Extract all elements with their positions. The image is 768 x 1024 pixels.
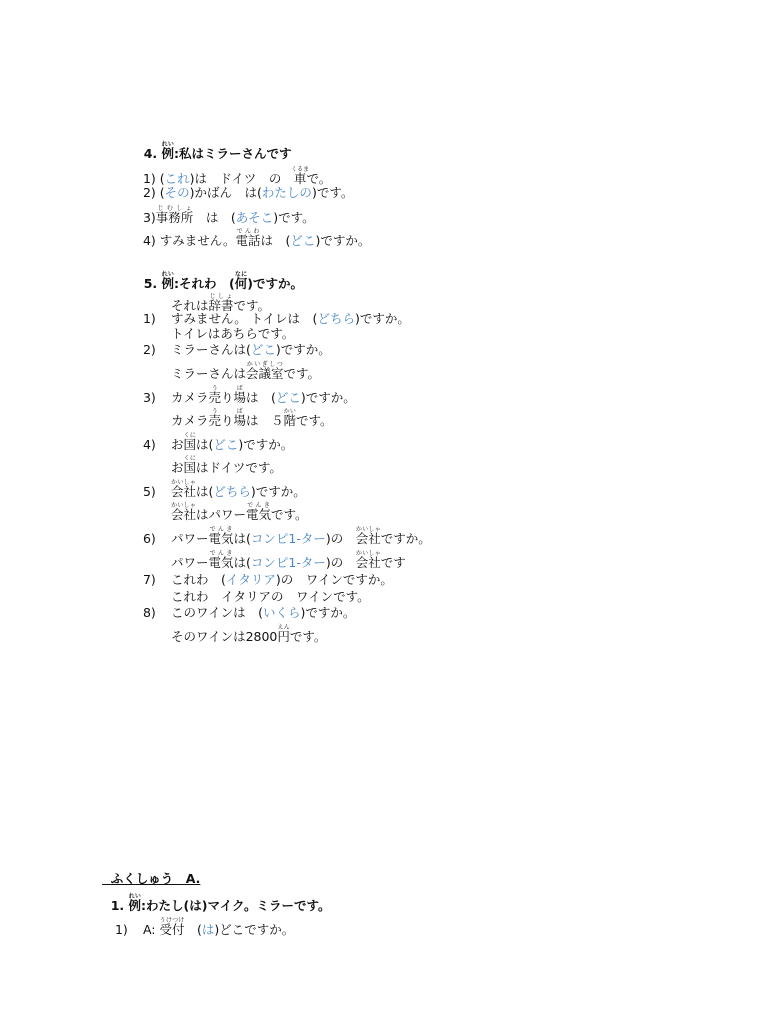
answer: コンピ1-ター — [250, 531, 326, 547]
s4-line-4: 4) すみません。電話でんわは (どこ)ですか。 — [142, 228, 371, 249]
answer: どこ — [250, 342, 276, 357]
s5-example: それは辞書じしょです。 — [170, 293, 270, 314]
answer: どちら — [213, 484, 251, 500]
s5-item-1-reply: トイレはあちらです。 — [170, 326, 295, 341]
answer: わたしの — [261, 185, 312, 200]
answer: どこ — [290, 233, 316, 249]
fukushuu-line-1: 1) A: 受付うけつけ (は)どこですか。 — [114, 917, 295, 938]
s5-item-8-reply: そのワインは2800円えんです。 — [170, 624, 327, 645]
s5-item-2-reply: ミラーさんは会議室かいぎしつです。 — [170, 361, 320, 382]
answer: イタリア — [225, 572, 276, 587]
s5-item-4: 4) お国くには(どこ)ですか。 — [142, 432, 294, 453]
s5-item-7-reply: これわ イタリアの ワインです。 — [170, 589, 370, 604]
s5-item-4-reply: お国くにはドイツです。 — [170, 455, 282, 476]
answer: どこ — [213, 437, 239, 453]
s5-item-8: 8) このワインは (いくら)ですか。 — [142, 605, 356, 620]
s4-line-3: 3)事務所じむしょ は (あそこ)です。 — [142, 205, 315, 226]
s5-item-3: 3) カメラ売うり場ばは (どこ)ですか。 — [142, 385, 356, 406]
section-5-heading: 5. 例れい:それわ (何なに)ですか。 — [143, 271, 303, 292]
answer: どこ — [275, 390, 301, 406]
answer: コンピ1-ター — [250, 555, 326, 571]
s4-line-1: 1) (これ)は ドイツ の 車くるまで。 — [142, 166, 332, 187]
answer: いくら — [262, 605, 301, 620]
answer: は — [201, 922, 215, 938]
fukushuu-title: ふくしゅう A. — [110, 871, 201, 886]
answer: その — [164, 185, 190, 200]
s5-item-3-reply: カメラ売うり場ばは ５階かいです。 — [170, 408, 333, 429]
answer: どちら — [317, 311, 355, 326]
answer: あそこ — [235, 210, 274, 226]
s5-item-1: 1) すみません。 トイレは (どちら)ですか。 — [142, 311, 410, 326]
s5-item-5: 5) 会社かいしゃは(どちら)ですか。 — [142, 479, 306, 500]
s5-item-6-reply: パワー電気でんきは(コンピ1-ター)の 会社かいしゃです — [170, 550, 406, 571]
s5-item-6: 6) パワー電気でんきは(コンピ1-ター)の 会社かいしゃですか。 — [142, 526, 431, 547]
answer: これ — [164, 171, 190, 187]
section-4-heading: 4. 例れい:私はミラーさんです — [143, 141, 292, 162]
s4-line-2: 2) (その)かばん は(わたしの)です。 — [142, 185, 354, 200]
s5-item-7: 7) これわ (イタリア)の ワインですか。 — [142, 572, 393, 587]
s5-item-5-reply: 会社かいしゃはパワー電気でんきです。 — [170, 502, 308, 523]
s5-item-2: 2) ミラーさんは(どこ)ですか。 — [142, 342, 331, 357]
fukushuu-heading: 1. 例れい:わたし(は)マイク。ミラーです。 — [110, 893, 331, 914]
